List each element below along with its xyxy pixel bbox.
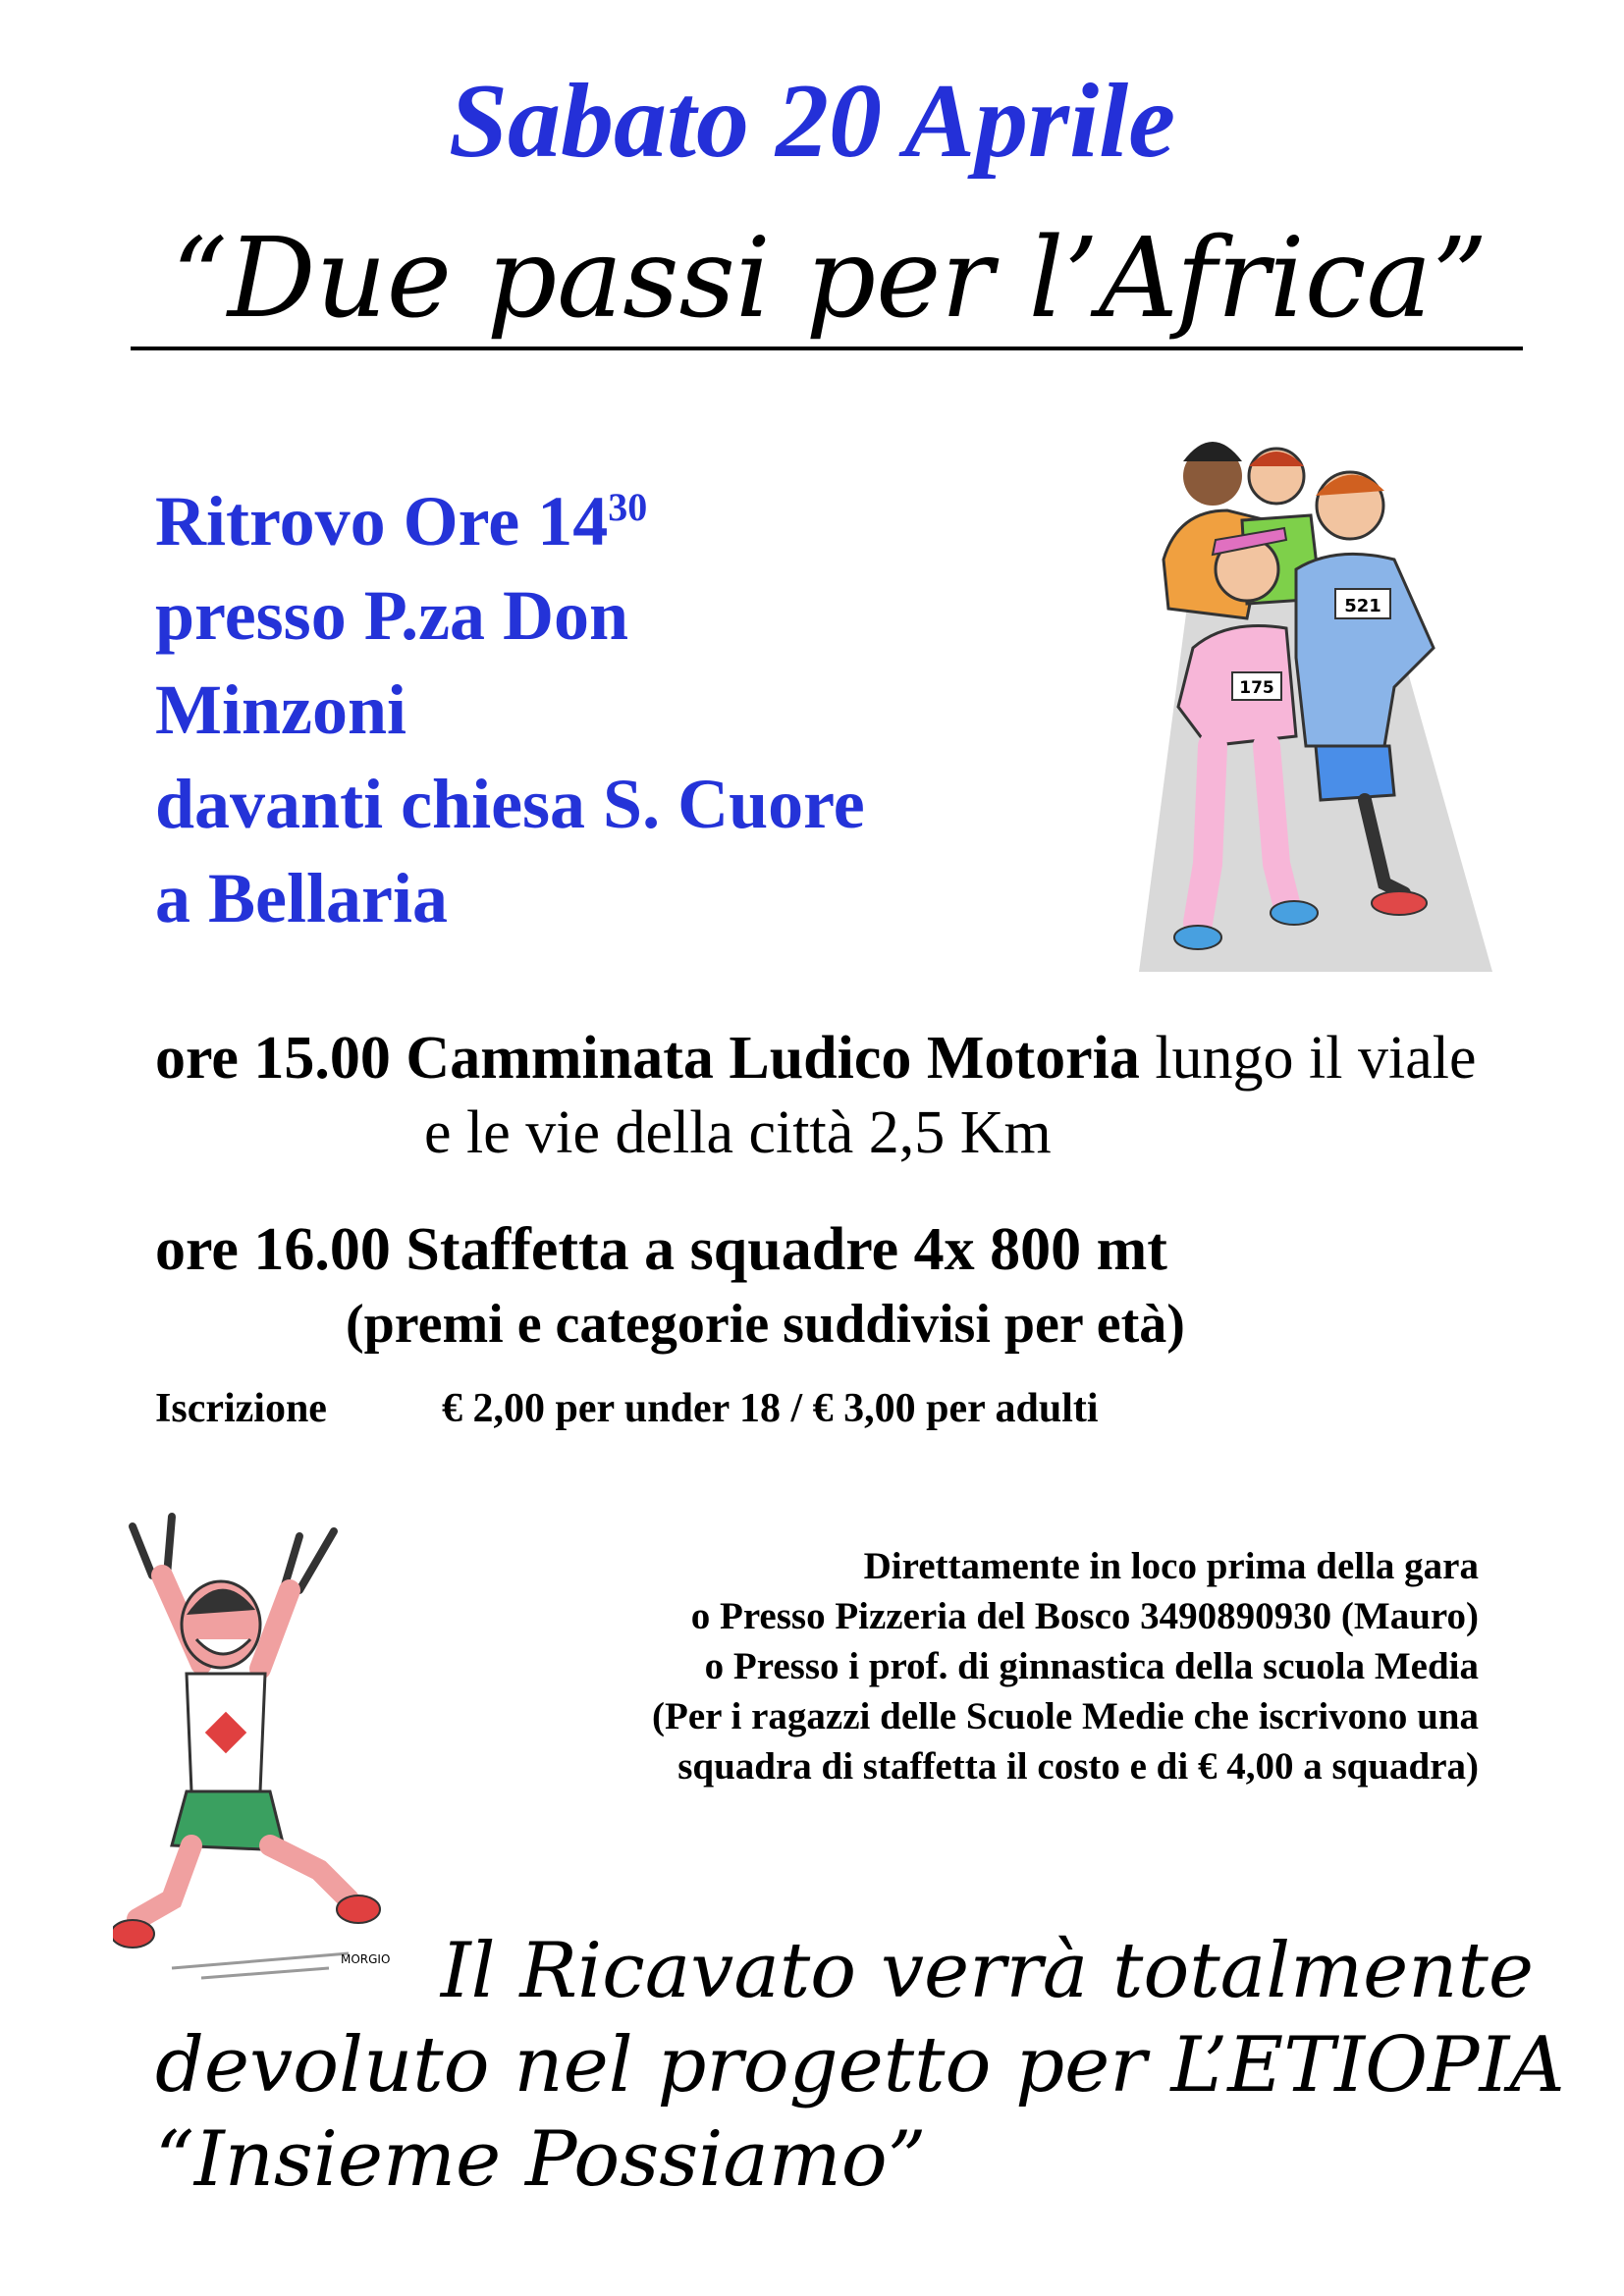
registration-detail-line: squadra di staffetta il costo e di € 4,00 a squadra) — [677, 1745, 1479, 1788]
walk-name: Camminata Ludico Motoria — [406, 1025, 1140, 1092]
runner-leg — [137, 1845, 191, 1919]
event-title: “Due passi per l’Africa” — [171, 215, 1489, 343]
runner-leg — [1198, 746, 1213, 923]
runner-hair — [1183, 442, 1242, 461]
meeting-time-minutes: 30 — [608, 485, 648, 529]
registration-detail-line: o Presso Pizzeria del Bosco 3490890930 (Mauro) — [690, 1595, 1479, 1637]
runner-shorts — [1316, 746, 1394, 800]
walk-route: lungo il viale — [1155, 1025, 1477, 1092]
meeting-time — [155, 474, 865, 568]
runner-shoe — [113, 1920, 154, 1948]
walk-time: ore 15.00 — [155, 1025, 391, 1092]
meeting-info — [155, 474, 865, 945]
cheering-runner-illustration — [113, 1507, 407, 1988]
relay-note: (premi e categorie suddivisi per età) — [346, 1294, 1185, 1355]
registration-price: € 2,00 per under 18 / € 3,00 per adulti — [442, 1386, 1099, 1431]
motion-lines — [172, 1953, 349, 1978]
relay-event: ore 16.00 Staffetta a squadre 4x 800 mt — [155, 1216, 1167, 1283]
runner-shoe — [1372, 891, 1427, 915]
runner-shoe — [337, 1896, 380, 1923]
race-bib-number: 175 — [1239, 678, 1274, 698]
meeting-place-line: Minzoni — [155, 670, 407, 749]
meeting-place-line: davanti chiesa S. Cuore — [155, 765, 865, 843]
registration-detail-line: (Per i ragazzi delle Scuole Medie che iscrivono una — [652, 1695, 1479, 1737]
meeting-place-line: a Bellaria — [155, 859, 448, 937]
meeting-place-line: presso P.za Don — [155, 576, 629, 655]
walk-description: e le vie della città 2,5 Km — [424, 1099, 1052, 1166]
runner-leg — [270, 1845, 349, 1899]
runners-illustration — [1139, 422, 1492, 972]
registration-detail-line: o Presso i prof. di ginnastica della scuola Media — [704, 1645, 1479, 1687]
proceeds-line: devoluto nel progetto per L’ETIOPIA — [155, 2021, 1565, 2109]
artist-signature: MORGIO — [341, 1952, 391, 1966]
meeting-time-text: Ritrovo Ore 14 — [155, 482, 609, 561]
race-bib-number: 521 — [1344, 596, 1381, 616]
registration-label: Iscrizione — [155, 1386, 327, 1431]
title-underline — [131, 347, 1523, 350]
runner-shoe — [1271, 901, 1318, 925]
event-date: Sabato 20 Aprile — [448, 63, 1176, 180]
walk-event — [155, 1021, 1476, 1095]
project-name: “Insieme Possiamo” — [155, 2115, 927, 2204]
registration-detail-line: Direttamente in loco prima della gara — [863, 1545, 1479, 1587]
runner-shoe — [1174, 926, 1221, 949]
proceeds-line: Il Ricavato verrà totalmente — [440, 1927, 1534, 2015]
registration-details — [652, 1541, 1479, 1791]
runner-hair — [1249, 452, 1304, 466]
